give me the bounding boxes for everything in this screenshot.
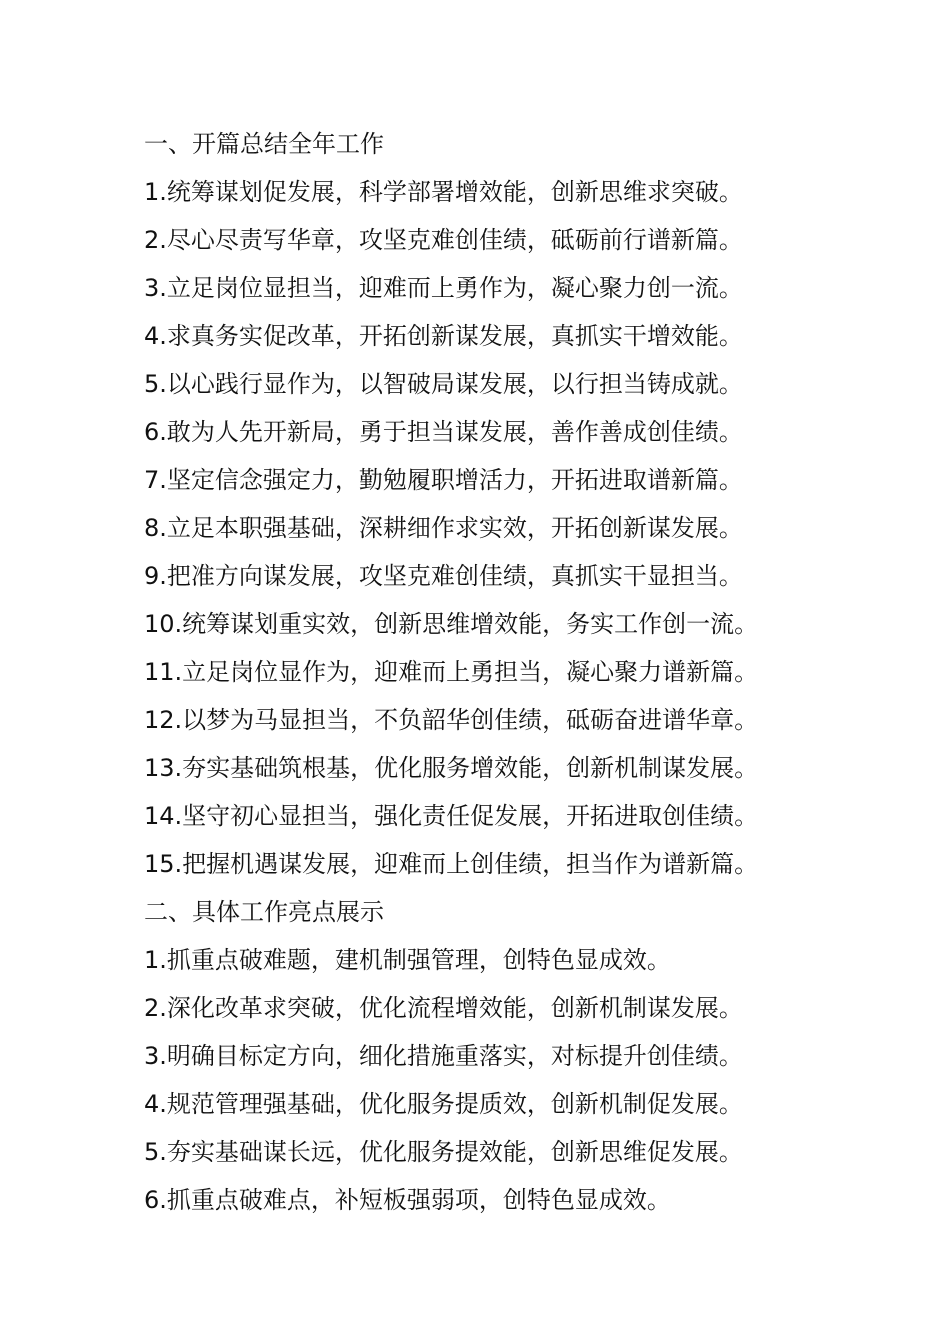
list-item: 2.深化改革求突破，优化流程增效能，创新机制谋发展。 [144, 994, 743, 1022]
list-item: 5.夯实基础谋长远，优化服务提效能，创新思维促发展。 [144, 1138, 743, 1166]
list-item: 6.抓重点破难点，补短板强弱项，创特色显成效。 [144, 1186, 671, 1214]
list-item: 11.立足岗位显作为，迎难而上勇担当，凝心聚力谱新篇。 [144, 658, 759, 686]
list-item: 7.坚定信念强定力，勤勉履职增活力，开拓进取谱新篇。 [144, 466, 743, 494]
document-body [144, 120, 924, 1224]
list-item: 9.把准方向谋发展，攻坚克难创佳绩，真抓实干显担当。 [144, 562, 743, 590]
list-item: 3.明确目标定方向，细化措施重落实，对标提升创佳绩。 [144, 1042, 743, 1070]
section-heading-2: 二、具体工作亮点展示 [144, 898, 384, 926]
list-item: 10.统筹谋划重实效，创新思维增效能，务实工作创一流。 [144, 610, 759, 638]
list-item: 4.求真务实促改革，开拓创新谋发展，真抓实干增效能。 [144, 322, 743, 350]
list-item: 5.以心践行显作为，以智破局谋发展，以行担当铸成就。 [144, 370, 743, 398]
list-item: 1.统筹谋划促发展，科学部署增效能，创新思维求突破。 [144, 178, 743, 206]
list-item: 15.把握机遇谋发展，迎难而上创佳绩，担当作为谱新篇。 [144, 850, 759, 878]
list-item: 2.尽心尽责写华章，攻坚克难创佳绩，砥砺前行谱新篇。 [144, 226, 743, 254]
list-item: 1.抓重点破难题，建机制强管理，创特色显成效。 [144, 946, 671, 974]
list-item: 14.坚守初心显担当，强化责任促发展，开拓进取创佳绩。 [144, 802, 759, 830]
section-heading-1: 一、开篇总结全年工作 [144, 130, 384, 158]
list-item: 3.立足岗位显担当，迎难而上勇作为，凝心聚力创一流。 [144, 274, 743, 302]
list-item: 13.夯实基础筑根基，优化服务增效能，创新机制谋发展。 [144, 754, 759, 782]
list-item: 4.规范管理强基础，优化服务提质效，创新机制促发展。 [144, 1090, 743, 1118]
list-item: 12.以梦为马显担当，不负韶华创佳绩，砥砺奋进谱华章。 [144, 706, 759, 734]
list-item: 6.敢为人先开新局，勇于担当谋发展，善作善成创佳绩。 [144, 418, 743, 446]
list-item: 8.立足本职强基础，深耕细作求实效，开拓创新谋发展。 [144, 514, 743, 542]
